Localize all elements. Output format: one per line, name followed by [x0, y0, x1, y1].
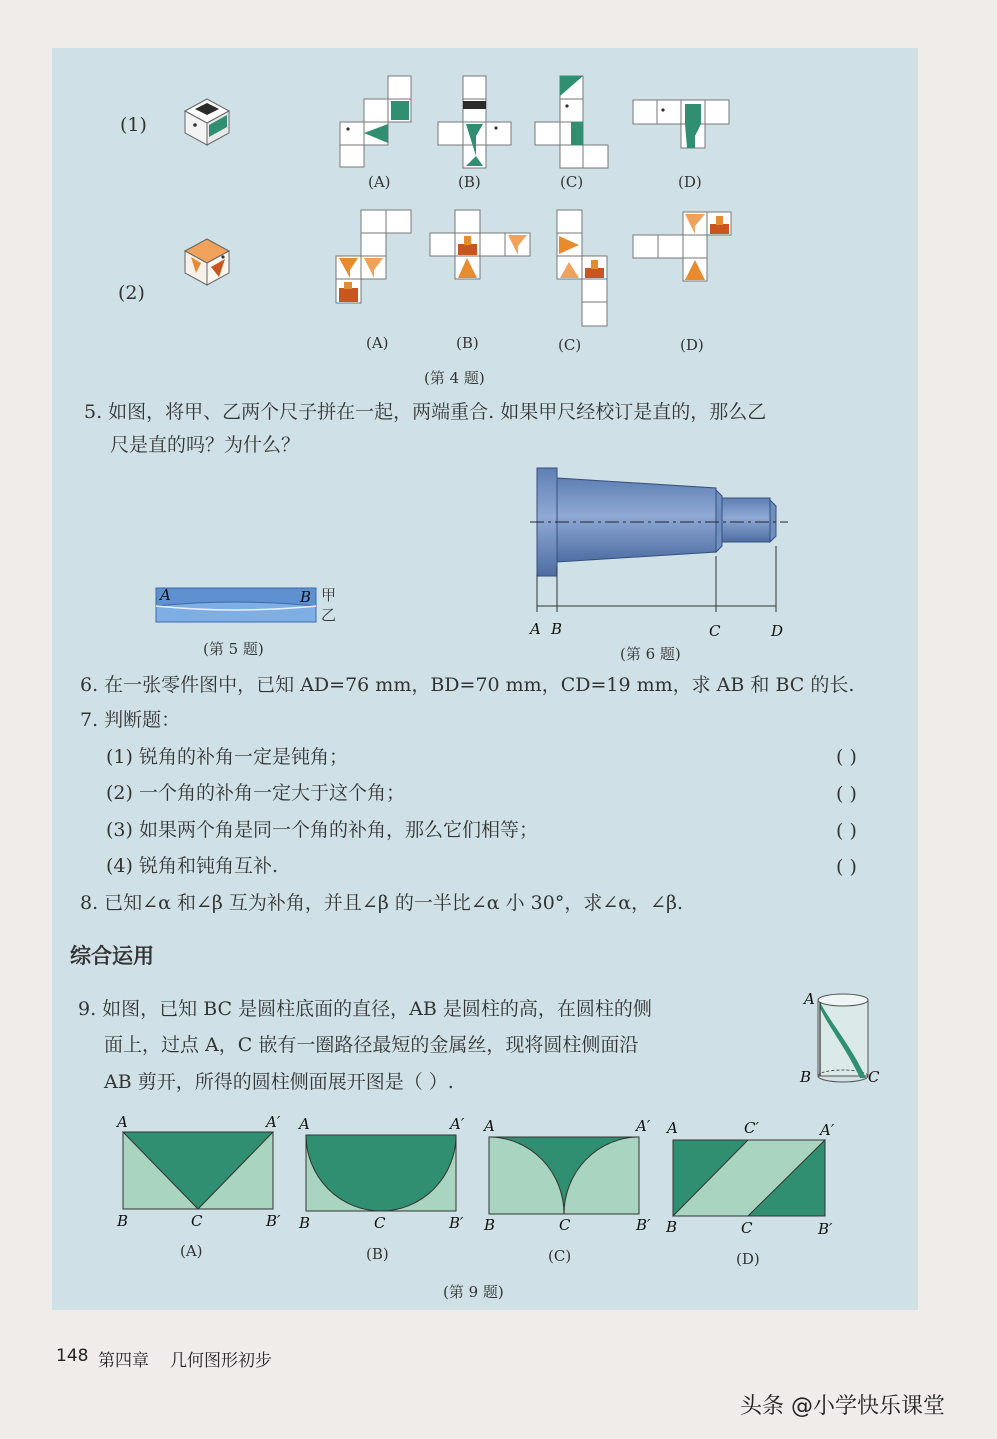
opt-a-label-a: A: [117, 1113, 128, 1131]
q6-label-d: D: [771, 622, 784, 640]
q4-row1-option-c: (C): [560, 173, 584, 191]
q5-label-jia: 甲: [321, 586, 337, 604]
q4-row1-option-a: (A): [368, 173, 391, 191]
q9-option-c: (C): [548, 1247, 572, 1265]
q9-option-a: (A): [180, 1242, 203, 1260]
q4-row1-option-b: (B): [458, 173, 481, 191]
q6-caption: (第 6 题): [620, 645, 681, 663]
shaft-part-figure: [520, 466, 800, 616]
net-2b-figure: [430, 210, 530, 282]
q7-item-4: (4) 锐角和钝角互补.: [106, 855, 278, 877]
q9-option-b: (B): [366, 1245, 389, 1263]
chapter-title: 几何图形初步: [170, 1351, 272, 1371]
chapter-label: 第四章: [98, 1351, 149, 1371]
q7-item-1: (1) 锐角的补角一定是钝角；: [106, 746, 348, 768]
q4-row2-option-b: (B): [456, 334, 479, 352]
opt-d-label-a-prime: A′: [820, 1121, 835, 1139]
opt-c-label-a-prime: A′: [636, 1117, 651, 1135]
q6-text: 6. 在一张零件图中，已知 AD=76 mm，BD=70 mm，CD=19 mm，求 AB 和 BC 的长.: [80, 674, 855, 696]
opt-d-label-a: A: [667, 1119, 678, 1137]
page-number: 148: [56, 1346, 89, 1366]
unfold-option-c: [488, 1136, 640, 1216]
opt-a-label-c: C: [191, 1212, 203, 1230]
q7-item-3: (3) 如果两个角是同一个角的补角，那么它们相等；: [106, 819, 538, 841]
q4-row2-label: (2): [118, 282, 145, 304]
cyl-label-c: C: [868, 1068, 880, 1086]
q9-caption: (第 9 题): [443, 1283, 504, 1301]
opt-a-label-a-prime: A′: [266, 1113, 281, 1131]
net-2c-figure: [557, 210, 611, 328]
q5-text-line2: 尺是直的吗？为什么？: [110, 434, 301, 456]
opt-d-label-b-prime: B′: [818, 1220, 833, 1238]
q5-label-a: A: [160, 586, 171, 604]
q7-answer-1[interactable]: ( ): [836, 746, 857, 768]
q7-answer-3[interactable]: ( ): [836, 820, 857, 842]
q4-row2-option-c: (C): [558, 336, 582, 354]
q6-label-c: C: [709, 622, 721, 640]
opt-a-label-b-prime: B′: [266, 1212, 281, 1230]
cube-2-figure: [183, 237, 233, 287]
net-1b-figure: [438, 76, 512, 168]
unfold-option-d: [672, 1139, 827, 1219]
q6-label-a: A: [530, 620, 541, 638]
q9-line1: 9. 如图，已知 BC 是圆柱底面的直径，AB 是圆柱的高，在圆柱的侧: [78, 998, 652, 1020]
opt-b-label-c: C: [374, 1214, 386, 1232]
opt-c-label-b: B: [484, 1216, 496, 1234]
q4-row2-option-d: (D): [680, 336, 704, 354]
q5-text-line1: 5. 如图，将甲、乙两个尺子拼在一起，两端重合. 如果甲尺经校订是直的，那么乙: [84, 401, 767, 423]
q9-line2: 面上，过点 A，C 嵌有一圈路径最短的金属丝，现将圆柱侧面沿: [104, 1034, 639, 1056]
q9-line3: AB 剪开，所得的圆柱侧面展开图是（ ）.: [104, 1071, 454, 1093]
net-1c-figure: [535, 76, 609, 168]
section-title: 综合运用: [70, 944, 154, 968]
opt-b-label-b-prime: B′: [449, 1214, 464, 1232]
q4-row1-label: (1): [120, 114, 147, 136]
opt-d-label-c-prime: C′: [744, 1119, 759, 1137]
q8-text: 8. 已知∠α 和∠β 互为补角，并且∠β 的一半比∠α 小 30°，求∠α，∠β.: [80, 892, 684, 914]
cyl-label-a: A: [804, 990, 815, 1008]
unfold-option-b: [305, 1134, 457, 1213]
q7-item-2: (2) 一个角的补角一定大于这个角；: [106, 782, 405, 804]
q4-caption: (第 4 题): [424, 369, 485, 387]
q5-label-b: B: [300, 588, 312, 606]
cube-1-figure: [183, 97, 233, 147]
opt-a-label-b: B: [117, 1212, 129, 1230]
q7-answer-4[interactable]: ( ): [836, 856, 857, 878]
opt-d-label-c: C: [741, 1219, 753, 1237]
watermark: 头条 @小学快乐课堂: [740, 1394, 945, 1419]
cyl-label-b: B: [800, 1068, 812, 1086]
opt-c-label-b-prime: B′: [636, 1216, 651, 1234]
q7-title: 7. 判断题：: [80, 709, 181, 731]
q6-label-b: B: [551, 620, 563, 638]
net-2a-figure: [336, 210, 412, 304]
opt-d-label-b: B: [666, 1218, 678, 1236]
net-2d-figure: [633, 212, 731, 284]
net-1a-figure: [340, 76, 420, 168]
cylinder-figure: [816, 992, 872, 1086]
unfold-option-a: [122, 1131, 274, 1211]
opt-b-label-a-prime: A′: [450, 1115, 465, 1133]
net-1d-figure: [633, 100, 731, 150]
q9-option-d: (D): [736, 1250, 760, 1268]
rulers-figure: [155, 586, 321, 630]
q7-answer-2[interactable]: ( ): [836, 783, 857, 805]
opt-b-label-b: B: [299, 1214, 311, 1232]
opt-b-label-a: A: [299, 1115, 310, 1133]
q5-caption: (第 5 题): [203, 640, 264, 658]
opt-c-label-a: A: [484, 1117, 495, 1135]
q5-label-yi: 乙: [321, 606, 337, 624]
q4-row2-option-a: (A): [366, 334, 389, 352]
q4-row1-option-d: (D): [678, 173, 702, 191]
opt-c-label-c: C: [559, 1216, 571, 1234]
